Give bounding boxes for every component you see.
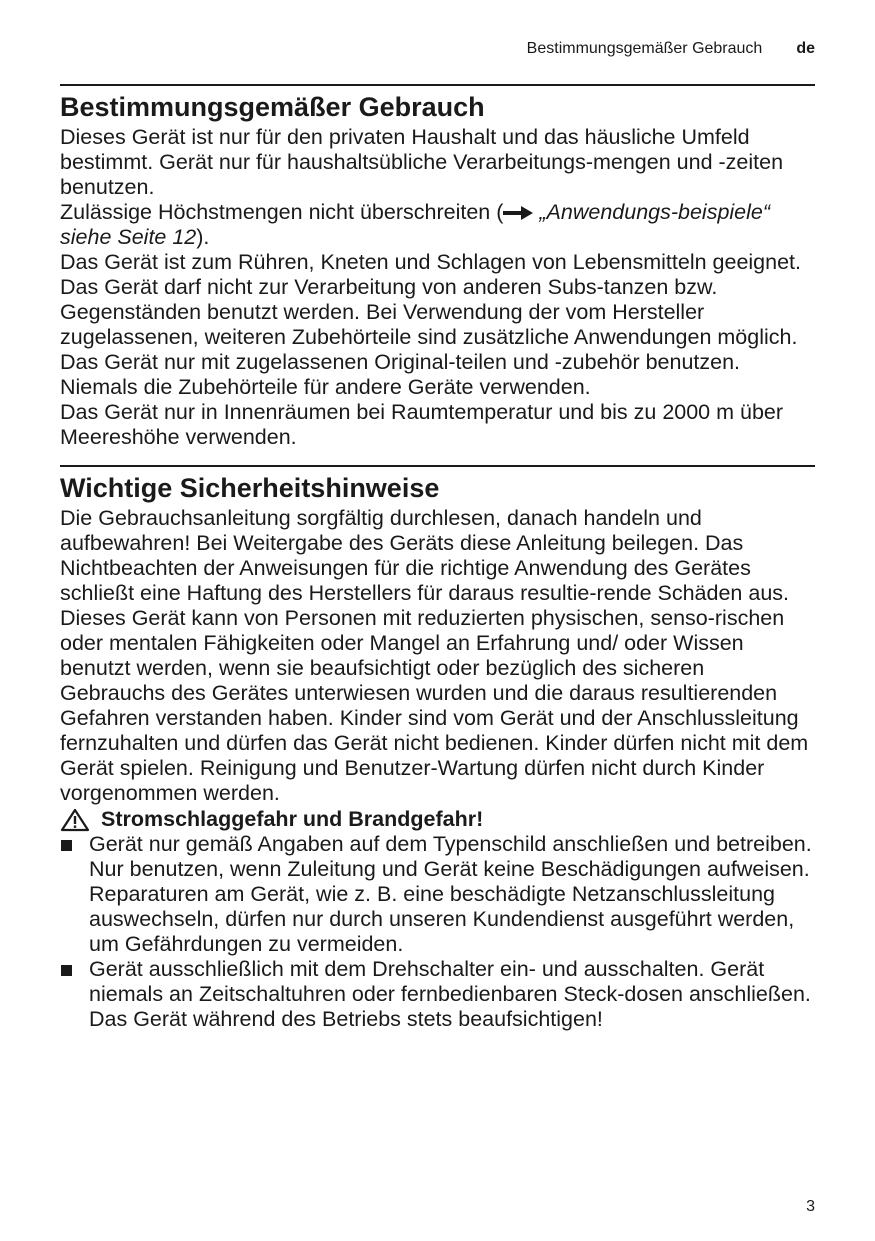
list-item-text: Gerät ausschließlich mit dem Drehschalter ein- und ausschalten. Gerät niemals an Zeitschaltuhren oder fernbedienbaren Steck-dosen anschließen. Das Gerät während des Betriebs stets beaufsichtigen! — [89, 957, 811, 1031]
paragraph: Die Gebrauchsanleitung sorgfältig durchlesen, danach handeln und aufbewahren! Bei Weitergabe des Geräts diese Anleitung beilegen. Das Nichtbeachten der Anweisungen für die richtige Anwendung des Gerätes schließt eine Haftung des Herstellers für daraus resultie-rende Schäden aus. — [60, 506, 789, 605]
reference-suffix: ). — [196, 225, 210, 249]
section-intended-use — [60, 84, 815, 450]
list-item — [60, 832, 815, 957]
paragraph: Dieses Gerät ist nur für den privaten Haushalt und das häusliche Umfeld bestimmt. Gerät nur für haushaltsübliche Verarbeitungs-mengen und -zeiten benutzen. — [60, 125, 784, 199]
warning-title: Stromschlaggefahr und Brandgefahr! — [101, 807, 484, 831]
arrow-right-icon — [503, 200, 539, 225]
paragraph: Dieses Gerät kann von Personen mit reduzierten physischen, senso-rischen oder mentalen Fähigkeiten oder Mangel an Erfahrung und/ oder Wissen benutzt werden, wenn sie beaufsichtigt oder bezüglich des sicheren Gebrauchs des Gerätes unterwiesen wurden und die daraus resultierenden Gefahren verstanden haben. Kinder sind vom Gerät und der Anschlussleitung fernzuhalten und dürfen das Gerät nicht bedienen. Kinder dürfen nicht mit dem Gerät spielen. Reinigung und Benutzer-Wartung dürfen nicht durch Kinder vorgenommen werden. — [60, 606, 809, 805]
page-content — [60, 84, 815, 1032]
section-title-safety: Wichtige Sicherheitshinweise — [60, 473, 440, 503]
square-bullet-icon — [61, 965, 72, 976]
section-title-intended-use: Bestimmungsgemäßer Gebrauch — [60, 92, 485, 122]
running-title: Bestimmungsgemäßer Gebrauch — [526, 40, 763, 57]
paragraph-with-reference — [60, 200, 815, 250]
section-safety — [60, 465, 815, 1032]
running-header — [527, 40, 815, 58]
warning-list — [60, 832, 815, 1032]
list-item — [60, 957, 815, 1032]
list-item-text: Gerät nur gemäß Angaben auf dem Typenschild anschließen und betreiben. Nur benutzen, wenn Zuleitung und Gerät keine Beschädigungen aufweisen. Reparaturen am Gerät, wie z. B. eine beschädigte Netzanschlussleitung auswechseln, dürfen nur durch unseren Kundendienst ausgeführt werden, um Gefährdungen zu vermeiden. — [89, 832, 812, 956]
page-number: 3 — [806, 1198, 815, 1215]
warning-triangle-icon — [60, 808, 90, 832]
reference-prefix: Zulässige Höchstmengen nicht überschreiten ( — [60, 200, 504, 224]
language-code: de — [796, 40, 815, 57]
paragraph: Das Gerät nur in Innenräumen bei Raumtemperatur und bis zu 2000 m über Meereshöhe verwenden. — [60, 400, 784, 449]
page-reference-link[interactable]: „Anwendungs-beispiele“ siehe Seite 12 — [60, 200, 771, 249]
paragraph: Das Gerät ist zum Rühren, Kneten und Schlagen von Lebensmitteln geeignet. Das Gerät darf nicht zur Verarbeitung von anderen Subs-tanzen bzw. Gegenständen benutzt werden. Bei Verwendung der vom Hersteller zugelassenen, weiteren Zubehörteile sind zusätzliche Anwendungen möglich. Das Gerät nur mit zugelassenen Original-teilen und -zubehör benutzen. Niemals die Zubehörteile für andere Geräte verwenden. — [60, 250, 802, 399]
square-bullet-icon — [61, 840, 72, 851]
warning-heading — [60, 807, 815, 832]
